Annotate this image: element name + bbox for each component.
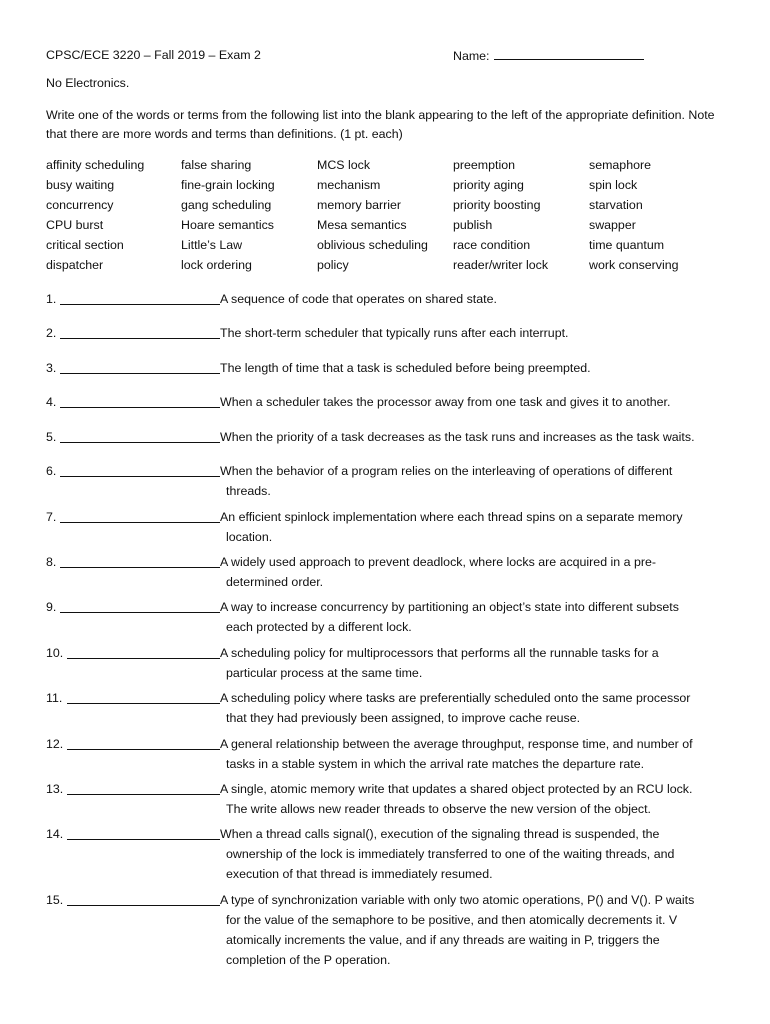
answer-blank[interactable] [60, 373, 220, 374]
question-definition [220, 461, 725, 501]
word-bank-term: memory barrier [317, 198, 401, 212]
question-definition [220, 392, 725, 412]
question-number: 8. [46, 555, 57, 569]
answer-blank[interactable] [60, 567, 220, 568]
answer-blank[interactable] [67, 749, 220, 750]
word-bank-column [589, 155, 679, 275]
word-bank-term: mechanism [317, 178, 381, 192]
word-bank-term: preemption [453, 158, 515, 172]
question-definition [220, 323, 725, 343]
definition-line: atomically increments the value, and if any threads are waiting in P, triggers the [226, 933, 660, 947]
word-bank-term: gang scheduling [181, 198, 272, 212]
word-bank-term: Little’s Law [181, 238, 243, 252]
definition-line: each protected by a different lock. [226, 620, 412, 634]
definition-line: tasks in a stable system in which the arrival rate matches the departure rate. [226, 757, 645, 771]
question-definition [220, 643, 725, 683]
word-bank-term: dispatcher [46, 258, 104, 272]
question-definition [220, 734, 725, 774]
question-number: 4. [46, 395, 57, 409]
definition-line: A general relationship between the average throughput, response time, and number of [220, 737, 693, 751]
question-definition [220, 597, 725, 637]
name-label: Name: [453, 49, 490, 63]
name-blank [494, 48, 644, 60]
word-bank-term: time quantum [589, 238, 665, 252]
question-definition [220, 289, 725, 309]
question-definition [220, 507, 725, 547]
question-number: 9. [46, 600, 57, 614]
definition-line: An efficient spinlock implementation where each thread spins on a separate memory [220, 510, 683, 524]
answer-blank[interactable] [60, 442, 220, 443]
definition-line: particular process at the same time. [226, 666, 423, 680]
question-number: 6. [46, 464, 57, 478]
question-number: 12. [46, 737, 64, 751]
definition-line: for the value of the semaphore to be positive, and then atomically decrements it. V [226, 913, 678, 927]
word-bank-term: lock ordering [181, 258, 252, 272]
question-definition [220, 552, 725, 592]
answer-blank[interactable] [67, 839, 220, 840]
word-bank-column [453, 155, 548, 275]
word-bank-term: spin lock [589, 178, 638, 192]
question-number: 10. [46, 646, 64, 660]
question-definition [220, 890, 725, 970]
word-bank-column [317, 155, 428, 275]
definition-line: When a thread calls signal(), execution of the signaling thread is suspended, the [220, 827, 660, 841]
definition-line: that they had previously been assigned, to improve cache reuse. [226, 711, 581, 725]
question-number: 14. [46, 827, 64, 841]
question-definition [220, 358, 725, 378]
question-definition [220, 427, 725, 447]
word-bank-term: semaphore [589, 158, 651, 172]
word-bank-term: false sharing [181, 158, 252, 172]
word-bank-column [46, 155, 144, 275]
definition-line: A scheduling policy where tasks are preferentially scheduled onto the same processor [220, 691, 691, 705]
word-bank-term: starvation [589, 198, 643, 212]
definition-line: When a scheduler takes the processor away from one task and gives it to another. [220, 395, 671, 409]
answer-blank[interactable] [67, 703, 220, 704]
word-bank-term: CPU burst [46, 218, 104, 232]
word-bank-term: critical section [46, 238, 124, 252]
definition-line: The write allows new reader threads to observe the new version of the object. [226, 802, 651, 816]
definition-line: completion of the P operation. [226, 953, 391, 967]
notice-text: No Electronics. [46, 76, 130, 90]
word-bank-term: oblivious scheduling [317, 238, 428, 252]
name-field [453, 48, 644, 63]
course-header: CPSC/ECE 3220 – Fall 2019 – Exam 2 [46, 48, 261, 62]
definition-line: When the priority of a task decreases as the task runs and increases as the task waits. [220, 430, 695, 444]
answer-blank[interactable] [60, 338, 220, 339]
answer-blank[interactable] [60, 476, 220, 477]
definition-line: The short-term scheduler that typically runs after each interrupt. [220, 326, 569, 340]
answer-blank[interactable] [60, 304, 220, 305]
answer-blank[interactable] [67, 794, 220, 795]
word-bank-term: Mesa semantics [317, 218, 407, 232]
answer-blank[interactable] [67, 905, 220, 906]
definition-line: A scheduling policy for multiprocessors that performs all the runnable tasks for a [220, 646, 659, 660]
definition-line: A type of synchronization variable with only two atomic operations, P() and V(). P waits [220, 893, 695, 907]
instructions-text: Write one of the words or terms from the following list into the blank appearing to the left of the appropriate definition. Note that there are more words and terms than definitions. (1 pt. each) [46, 108, 715, 141]
answer-blank[interactable] [60, 612, 220, 613]
definition-line: determined order. [226, 575, 324, 589]
definition-line: location. [226, 530, 273, 544]
question-number: 13. [46, 782, 64, 796]
definition-line: threads. [226, 484, 271, 498]
question-number: 5. [46, 430, 57, 444]
question-number: 7. [46, 510, 57, 524]
word-bank-term: priority aging [453, 178, 524, 192]
word-bank-column [181, 155, 275, 275]
question-number: 3. [46, 361, 57, 375]
definition-line: execution of that thread is immediately resumed. [226, 867, 493, 881]
word-bank-term: affinity scheduling [46, 158, 145, 172]
word-bank-term: reader/writer lock [453, 258, 549, 272]
definition-line: A way to increase concurrency by partitioning an object’s state into different subsets [220, 600, 679, 614]
question-definition [220, 779, 725, 819]
question-number: 1. [46, 292, 57, 306]
question-number: 15. [46, 893, 64, 907]
question-definition [220, 824, 725, 884]
word-bank-term: race condition [453, 238, 531, 252]
word-bank-term: work conserving [589, 258, 679, 272]
word-bank-term: policy [317, 258, 349, 272]
definition-line: When the behavior of a program relies on the interleaving of operations of different [220, 464, 673, 478]
word-bank-term: Hoare semantics [181, 218, 274, 232]
answer-blank[interactable] [60, 522, 220, 523]
answer-blank[interactable] [60, 407, 220, 408]
answer-blank[interactable] [67, 658, 220, 659]
word-bank-term: priority boosting [453, 198, 541, 212]
word-bank-term: busy waiting [46, 178, 115, 192]
word-bank-term: MCS lock [317, 158, 371, 172]
word-bank-term: fine-grain locking [181, 178, 275, 192]
definition-line: A sequence of code that operates on shared state. [220, 292, 497, 306]
definition-line: A widely used approach to prevent deadlock, where locks are acquired in a pre- [220, 555, 656, 569]
question-number: 11. [46, 691, 63, 705]
definition-line: ownership of the lock is immediately transferred to one of the waiting threads, and [226, 847, 675, 861]
question-number: 2. [46, 326, 57, 340]
definition-line: A single, atomic memory write that updates a shared object protected by an RCU lock. [220, 782, 693, 796]
question-definition [220, 688, 725, 728]
word-bank-term: publish [453, 218, 493, 232]
word-bank-term: swapper [589, 218, 636, 232]
definition-line: The length of time that a task is scheduled before being preempted. [220, 361, 591, 375]
word-bank-term: concurrency [46, 198, 114, 212]
